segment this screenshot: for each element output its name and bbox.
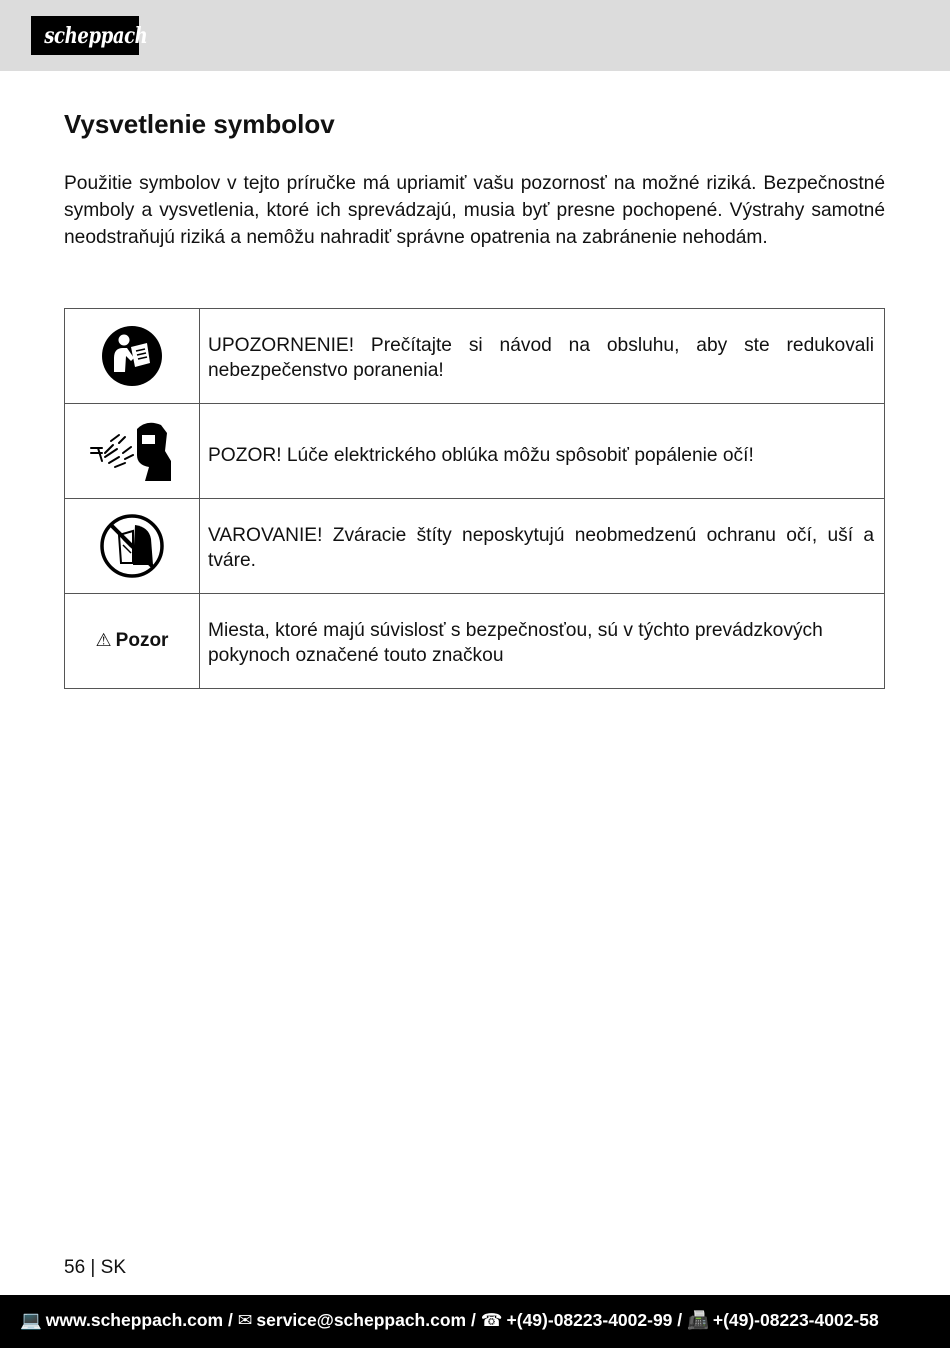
text-cell (200, 309, 885, 404)
row-text: Miesta, ktoré majú súvislosť s bezpečnosťou, sú v týchto prevádzkových pokynoch označené touto značkou (208, 620, 823, 666)
brand-logo-text: scheppach (44, 23, 148, 49)
table-row (65, 404, 885, 499)
row-text: POZOR! Lúče elektrického oblúka môžu spôsobiť popálenie očí! (208, 445, 754, 466)
brand-logo[interactable] (31, 16, 148, 55)
symbols-table (64, 308, 885, 689)
footer-separator: / (470, 1310, 476, 1330)
text-cell (200, 594, 885, 689)
icon-cell (65, 404, 200, 499)
page-language: SK (100, 1257, 126, 1278)
computer-icon: 💻 (20, 1310, 42, 1330)
page-number (64, 1257, 126, 1279)
footer-contact-line (20, 1310, 879, 1331)
footer-phone[interactable]: +(49)-08223-4002-99 (506, 1310, 673, 1330)
row-text: UPOZORNENIE! Prečítajte si návod na obsluhu, aby ste redukovali nebezpečenstvo poranenia! (208, 335, 874, 381)
footer-separator: / (228, 1310, 233, 1330)
intro-paragraph: Použitie symbolov v tejto príručke má upriamiť vašu pozornosť na možné riziká. Bezpečnostné symboly a vysvetlenia, ktoré ich sprevádzajú, musia byť presne pochopené. Výstrahy samotné neodstraňujú riziká a nemôžu nahradiť správne opatrenia na zabránenie nehodám. (64, 173, 885, 248)
phone-icon: ☎ (480, 1310, 503, 1330)
table-row (65, 309, 885, 404)
mail-icon: ✉ (237, 1310, 253, 1330)
footer-website[interactable]: www.scheppach.com (45, 1310, 224, 1330)
icon-cell (65, 499, 200, 594)
pozor-label-text: Pozor (115, 630, 169, 651)
pozor-label (96, 630, 169, 651)
fax-icon: 📠 (687, 1310, 709, 1330)
table-row (65, 594, 885, 689)
read-manual-icon (101, 325, 163, 387)
footer-fax[interactable]: +(49)-08223-4002-58 (712, 1310, 879, 1330)
page-number-value: 56 (64, 1257, 86, 1278)
text-cell (200, 404, 885, 499)
welding-arc-eye-hazard-icon (89, 417, 175, 485)
icon-cell (65, 594, 200, 689)
page-number-divider: | (90, 1257, 101, 1278)
page-title: Vysvetlenie symbolov (64, 109, 335, 139)
row-text: VAROVANIE! Zváracie štíty neposkytujú neobmedzenú ochranu očí, uší a tváre. (208, 525, 874, 571)
icon-cell (65, 309, 200, 404)
text-cell (200, 499, 885, 594)
no-face-shield-icon (99, 513, 165, 579)
footer-separator: / (677, 1310, 683, 1330)
warning-triangle-icon: ⚠ (95, 630, 112, 650)
table-row (65, 499, 885, 594)
footer-bar (0, 1295, 950, 1348)
footer-email[interactable]: service@scheppach.com (256, 1310, 467, 1330)
